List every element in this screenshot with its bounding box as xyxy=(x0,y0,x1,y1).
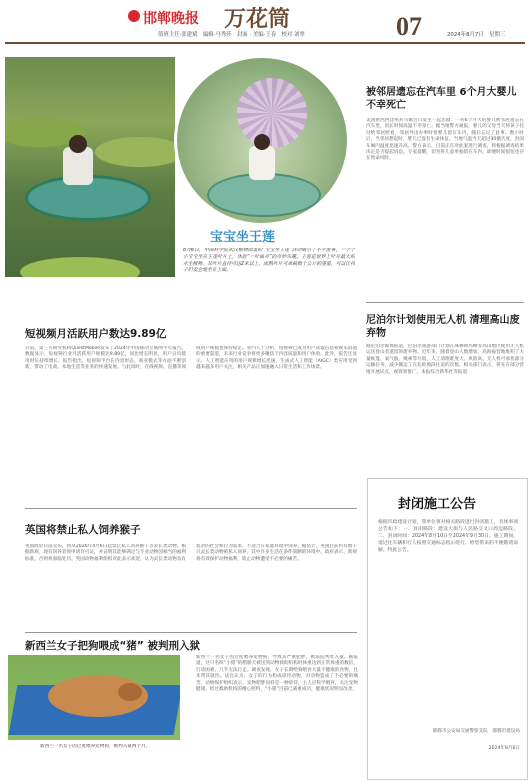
notice-box xyxy=(367,478,528,780)
uk-monkeys-title: 英国将禁止私人饲养猴子 xyxy=(25,524,141,536)
short-video-body: 日前，第三方研究机构QuestMobile发布了2024年中国移动互联网半年报告。数据显示，短视频行业月活跃用户规模达9.89亿，同比增长明显，用户日均使用时长持续增长。报告指出，短视频平台在内容形态、商业模式等方面不断创新，带动了电商、本地生活等业务的快速发展。与此同时，在线视频、直播等领域用户规模也保持稳定。业内人士分析，短视频已成为用户获取信息和娱乐消遣的重要渠道，未来行业竞争将更多聚焦于内容质量和用户体验。此外，报告还显示，人工智能应用的用户规模增长迅速，生成式人工智能（AIGC）类应用受到越来越多用户关注，相关产品正加速融入日常生活和工作场景。 xyxy=(25,346,357,371)
divider xyxy=(25,632,357,633)
dog-photo xyxy=(8,655,180,740)
masthead xyxy=(0,0,530,46)
nz-dog-title: 新西兰女子把狗喂成“猪” 被判刑入狱 xyxy=(25,640,200,652)
drone-article-body: 据尼泊尔媒体报道，尼泊尔旅游部门计划在珠穆朗玛峰等高山地区使用无人机运送登山者遗留的废弃物。近年来，随着登山人数增加，高海拔营地堆积了大量帐篷、氧气瓶、绳索等垃圾，人工清理难度大、风险高。无人机可承担部分运输任务，减少搬运工在危险地段往返的次数。相关部门表示，将先在部分营地开展试点，视效果推广。本报综合新华社等报道 xyxy=(366,344,524,375)
baby-article-body: 美国密西西比州兵马镇近日发生一起悲剧：一名6个月大的婴儿被邻居遗忘在汽车里，因长时间高温不幸身亡。据当地警方通报，婴儿的父母当天将孩子托付给邻居照看，邻居外出办事时将婴儿留在车内，随后忘记了此事。数小时后，当邻居想起时，婴儿已没有生命体征。当地气温当天超过30摄氏度，封闭车厢内温度迅速升高。警方表示，目前正在对此案进行调查，将根据调查结果决定是否提起诉讼。专家提醒，切勿将儿童单独留在车内，即便时间很短也存在致命风险。 xyxy=(366,118,524,162)
editor-line: 值班主任·张建斌 编辑·马秀莎 封面 · 美编·王春 校对·刘翠 xyxy=(158,32,305,38)
lotus-photo-inset xyxy=(174,55,350,226)
notice-issuer: 邯郸市公安局交通警察支队 邯郸市建设局 xyxy=(432,729,520,734)
dog-photo-caption: 新西兰一名女子因过度喂养宠物狗，被判入狱两个月。 xyxy=(40,744,151,749)
notice-date: 2024年8月6日 xyxy=(488,746,520,751)
short-video-title: 短视频月活跃用户数达9.89亿 xyxy=(25,328,167,340)
drone-article-title xyxy=(366,314,526,340)
masthead-logo-icon xyxy=(128,10,140,22)
page-number: 07 xyxy=(396,12,422,41)
notice-title: 封闭施工公告 xyxy=(398,497,477,512)
lotus-photo-main xyxy=(5,57,175,277)
uk-monkeys-body: 英国政府日前宣布，将从2026年4月6日起禁止私人饲养猴子等灵长类动物。根据新规，现有饲养者须申请许可证，并证明其能够满足与专业动物园相当的福利标准，否则将面临处罚。英国动物福利组织对此表示欢迎，认为灵长类动物具有复杂的社会和行为需求，不适合在家庭环境中饲养。据估计，英国目前约有数千只灵长类动物被私人饲养，其中许多生活在条件简陋的环境中。政府表示，新规将有效保护动物福利，防止动物遭受不必要的痛苦。 xyxy=(25,544,357,562)
section-title: 万花筒 xyxy=(224,6,291,32)
photo-story-title: 宝宝坐王莲 xyxy=(210,230,276,245)
divider xyxy=(25,508,357,509)
baby-article-title xyxy=(366,86,526,112)
baby-title-text: 被邻居遗忘在汽车里 6个月大婴儿不幸死亡 xyxy=(366,87,517,111)
drone-title-text: 尼泊尔计划使用无人机 清理高山废弃物 xyxy=(366,315,520,339)
masthead-rule xyxy=(5,42,525,44)
photo-story-caption: 8月6日，中国科学院武汉植物园里的“宝宝坐王莲”活动吸引了不少游客，一个个小宝宝坐在王莲叶片上，体验“一叶扁舟”的奇妙乐趣。王莲是世界上叶片最大的水生植物，其叶片直径可达2米以上，成熟叶片可承载数十公斤的重量，可以让孩子们安全地坐在上面。 xyxy=(183,248,355,274)
notice-body: 根据市政建设计划，我单位将对相关路段进行封闭施工，具体事项公告如下：一、封闭路段：建设大街与人民路交叉口周边路段。二、封闭时间：2024年8月10日至2024年9月30日。施工期间，请过往车辆和行人按照交通标志指示绕行，给您带来的不便敬请谅解。特此公告。 xyxy=(378,520,518,553)
issue-date: 2024年8月7日 星期三 xyxy=(447,32,506,38)
paper-name: 邯郸晚报 xyxy=(143,11,199,27)
divider xyxy=(366,302,524,303)
nz-dog-body: 新西兰一名女子因过度喂养宠物狗，导致其严重肥胖，被法院判处入狱。据报道，这只名叫“小猪”的腊肠犬被送到动物救助机构时体重达到正常体重的数倍，行动困难，几乎无法行走。调查发现，女子长期给狗喂食大量不健康的食物，且未带其就医。法官认为，女子的行为构成虐待动物，对动物造成了不必要的痛苦。动物保护组织表示，宠物肥胖同样是一种虐待，主人应科学喂养，关注宠物健康。经过救助机构的精心照料，“小猪”目前已减重成功，健康状况明显改善。 xyxy=(196,655,358,693)
